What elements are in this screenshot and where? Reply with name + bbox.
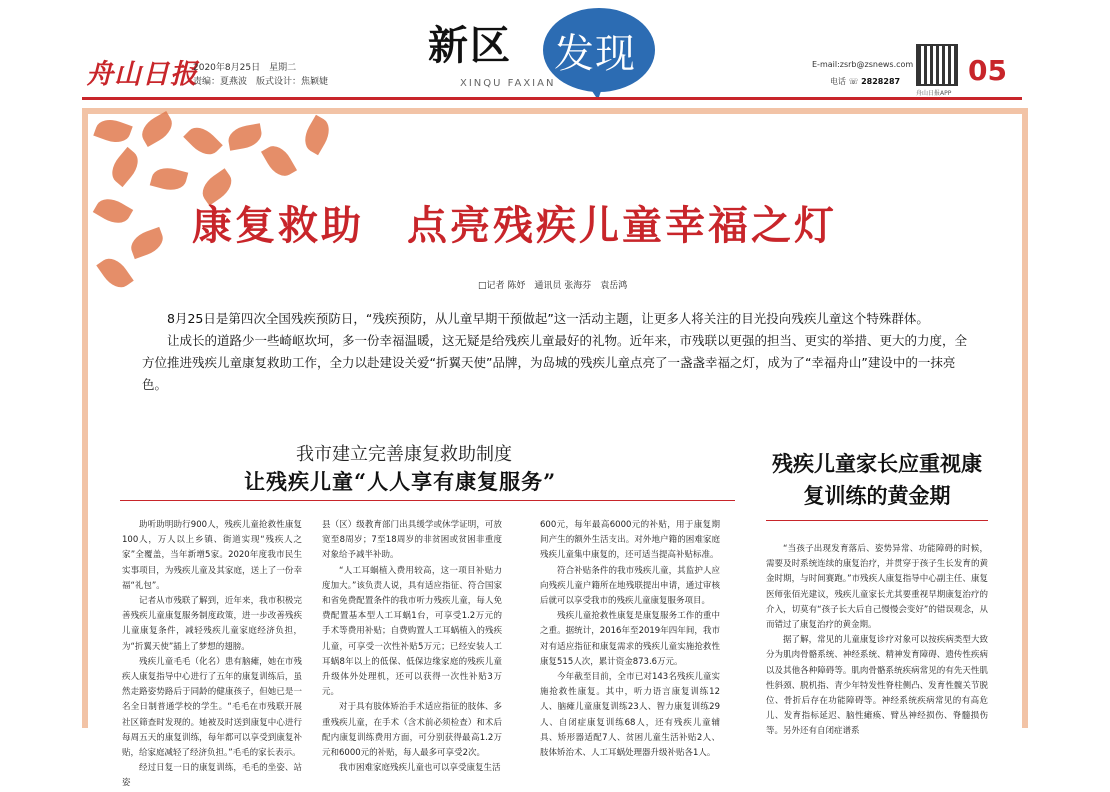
body-paragraph: 600元，每年最高6000元的补贴，用于康复期间产生的额外生活支出。对外地户籍的困难家庭残疾儿童集中康复的，还可适当提高补贴标准。: [540, 520, 720, 561]
body-paragraph: 我市困难家庭残疾儿童也可以享受康复生活: [339, 763, 501, 774]
story1-column-3: [540, 518, 720, 761]
qr-label: 舟山日报APP: [916, 90, 952, 97]
story1-title: 让残疾儿童“人人享有康复服务”: [244, 469, 557, 494]
newspaper-logo: 舟山日报: [86, 59, 198, 90]
body-paragraph: 助听助明助行900人，残疾儿童抢救性康复100人，万人以上乡镇、街道实现“残疾人之家”全覆盖，当年新增5家。2020年度我市民生实事项目，为残疾儿童及其家庭，送上了一份幸福“礼包”。: [122, 520, 302, 591]
body-paragraph: 符合补贴条件的我市残疾儿童，其监护人应向残疾儿童户籍所在地残联提出申请，通过审核后就可以享受我市的残疾儿童康复服务项目。: [540, 565, 720, 607]
body-paragraph: “当孩子出现发育落后、姿势异常、功能障碍的时候，需要及时系统连续的康复治疗，并贯穿于孩子生长发育的黄金时期，与时间赛跑。”市残疾人康复指导中心副主任、康复医师张佰光建议，残疾儿童家长尤其要重视早期康复治疗的介入，切莫有“孩子长大后自己慢慢会变好”的错误观念，从而错过了康复治疗的黄金期。: [766, 544, 988, 631]
story2-divider: [766, 520, 988, 521]
article-headline: 康复救助 点亮残疾儿童幸福之灯: [192, 202, 837, 249]
story2-column: [766, 542, 988, 740]
masthead-divider: [82, 97, 1022, 100]
body-paragraph: 记者从市残联了解到，近年来，我市积极完善残疾儿童康复服务制度政策，进一步改善残疾儿童康复条件，减轻残疾儿童家庭经济负担，为“折翼天使”插上了梦想的翅膀。: [122, 596, 302, 652]
editors-line: 责编：夏燕波 版式设计：焦颖婕: [193, 77, 329, 87]
lead-paragraph: 让成长的道路少一些崎岖坎坷，多一份幸福温暖，这无疑是给残疾儿童最好的礼物。近年来，市残联以更强的担当、更实的举措、更大的力度，全方位推进残疾儿童康复救助工作，全力以赴建设关爱“折翼天使”品牌，为岛城的残疾儿童点亮了一盏盏幸福之灯，成为了“幸福舟山”建设中的一抹亮色。: [142, 333, 968, 392]
body-paragraph: 残疾儿童毛毛（化名）患有脑瘫，她在市残疾人康复指导中心进行了五年的康复训练后，虽然走路姿势路后于同龄的健康孩子，但她已是一名全日制普通学校的学生。“毛毛在市残联开展社区筛查时发现的。她被及时送到康复中心进行每周五天的康复训练，每年都可以享受到康复补贴，给家庭减轻了经济负担。”毛毛的家长表示。: [122, 656, 302, 759]
lead-paragraph: 8月25日是第四次全国残疾预防日，“残疾预防，从儿童早期干预做起”这一活动主题，让更多人将关注的目光投向残疾儿童这个特殊群体。: [167, 311, 929, 326]
masthead: [0, 0, 1110, 108]
body-paragraph: 经过日复一日的康复训练，毛毛的坐姿、站姿: [122, 763, 302, 789]
qr-code-icon: [916, 44, 958, 86]
article-lead: [142, 308, 968, 396]
contact-email: E-mail:zsrb@zsnews.com: [812, 60, 914, 69]
body-paragraph: “人工耳蜗植入费用较高，这一项目补贴力度加大。”该负责人说，具有适应指征、符合国家和省免费配置条件的我市听力残疾儿童，每人免费配置基本型人工耳蜗1台，可享受1.2万元的手术等费用补贴；自费购置人工耳蜗植入的残疾儿童，可享受一次性补贴5万元；已经安装人工耳蜗8年以上的低保、低保边缘家庭的残疾儿童升级体外处理机，还可以获得一次性补贴3万元。: [322, 565, 502, 698]
story1-kicker: 我市建立完善康复救助制度: [296, 444, 512, 465]
body-paragraph: 县（区）级教育部门出具缓学或休学证明，可放宽至8周岁；7至18周岁的非贫困或贫困非重度对象给予减半补助。: [322, 520, 502, 561]
body-paragraph: 据了解，常见的儿童康复诊疗对象可以按疾病类型大致分为肌肉骨骼系统、神经系统、精神发育障碍、遗传性疾病以及其他各种障碍等。肌肉骨骼系统疾病常见的有先天性肌性斜颈、脱机指、青少年特发性脊柱侧凸、发育性髋关节脱位、骨折后存在功能障碍等。神经系统疾病常见的有高危儿、发育指标延迟、脑性瘫痪、臂丛神经损伤、脊髓损伤等。另外还有自闭症谱系: [766, 635, 988, 737]
body-paragraph: 残疾儿童抢救性康复是康复服务工作的重中之重。据统计，2016年至2019年四年间，我市对有适应指征和康复需求的残疾儿童实施抢救性康复515人次，累计资金873.6万元。: [540, 611, 720, 667]
story1-column-2: [322, 518, 502, 776]
story1-divider: [120, 500, 735, 501]
section-pinyin: XINQU FAXIAN: [460, 78, 556, 89]
phone-label: 电话: [830, 77, 846, 86]
story2-title: 残疾儿童家长应重视康复训练的黄金期: [772, 451, 982, 508]
body-paragraph: 对于具有肢体矫治手术适应指征的肢体、多重残疾儿童，在手术（含术前必须检查）和术后配内康复训练费用方面，可分别获得最高1.2万元和6000元的补贴，每人最多可享受2次。: [322, 702, 502, 759]
section-title-main: 新区: [428, 23, 512, 69]
phone-number: 2828287: [861, 77, 901, 86]
body-paragraph: 今年截至目前，全市已对143名残疾儿童实施抢救性康复。其中，听力语言康复训练12人、脑瘫儿童康复训练23人、智力康复训练29人、自闭症康复训练68人，还有残疾儿童辅具、矫形器适配7人、贫困儿童生活补贴2人、肢体矫治术、人工耳蜗处理器升级补贴各1人。: [540, 672, 720, 759]
article-byline: □记者 陈妤 通讯员 张海芬 袁岳鸿: [478, 281, 628, 291]
section-title-bubble: 发现: [554, 31, 636, 77]
phone-icon: ☏: [848, 77, 859, 86]
page-number: 05: [968, 54, 1007, 87]
story1-column-1: [122, 518, 302, 792]
contact-phone: [830, 76, 900, 87]
dateline: 2020年8月25日 星期二: [193, 63, 297, 73]
